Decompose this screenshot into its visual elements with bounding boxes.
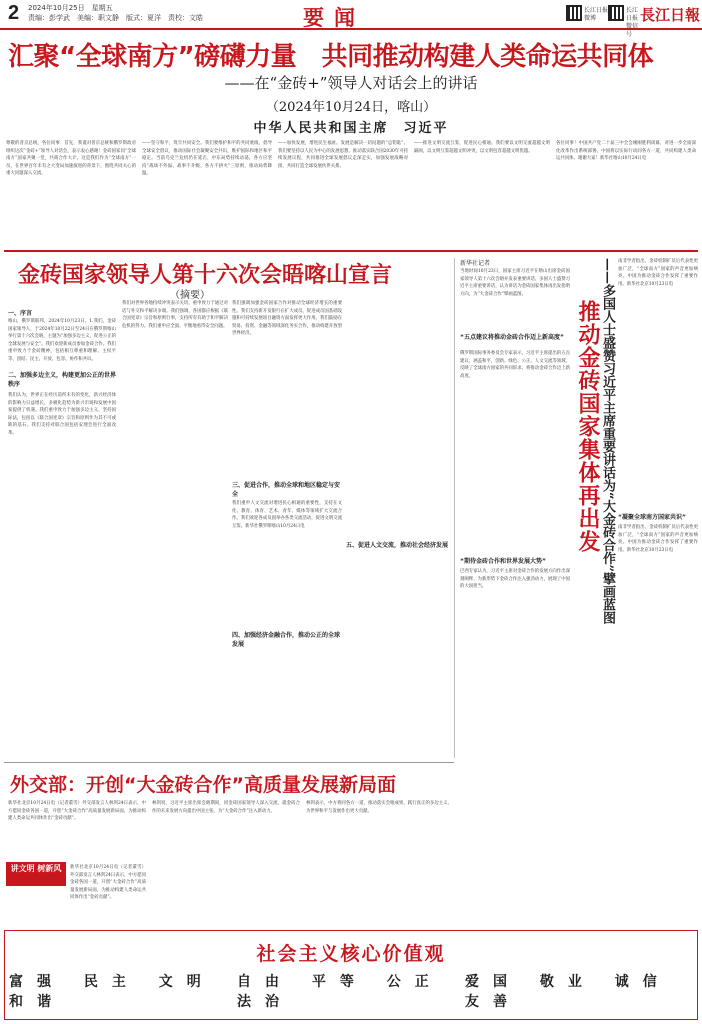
section-title: 要闻 [303, 5, 365, 30]
values-row [9, 971, 693, 1011]
civility-box: 讲文明 树新风 [6, 862, 66, 886]
divider [4, 250, 698, 252]
story3-vertical-subtitle: ——多国人士盛赞习近平主席重要讲话为“大金砖合作”擘画蓝图 [600, 258, 615, 624]
story3-column-5: 南非学者指出，金砖机制扩员后代表性更加广泛，“全球南方”国家的声音更加响亮。中国为推动金砖合作发挥了重要作用。新华社北京10月23日电 [618, 525, 698, 553]
banner-title: 社会主义核心价值观 [256, 943, 446, 965]
divider [4, 762, 454, 763]
values-group: 自由 平等 公正 法治 [237, 974, 443, 1010]
story2-column-5: 我们重申人文交流对增进民心相通的重要性，支持在文化、教育、体育、艺术、青年、媒体等领域扩大交流合作。我们欢迎各成员国举办各类交流活动，促进文明交流互鉴。新华社俄罗斯喀山10月24日电 [232, 501, 342, 529]
page-number: 2 [8, 2, 20, 24]
story4-column-1b: 新华社北京10月24日电（记者董雪）外交部发言人林剑24日表示，中方愿同金砖各国一道，开创“大金砖合作”高质量发展新局面，为推动构建人类命运共同体作出“金砖贡献”。 [70, 865, 146, 901]
story2-section-heading: 四、加强经济金融合作，推动公正的全球发展 [232, 632, 341, 648]
story3-heading: “期待金砖合作和世界发展大势” [460, 558, 546, 565]
lead-column-5: 各位同事！中国共产党二十届三中全会刚刚胜利闭幕，对进一步全面深化改革作出系统部署。中国将以实际行动同各方一道，共同构建人类命运共同体。谢谢大家！新华社喀山10月24日电 [556, 141, 696, 162]
story3-heading: “五点建议将推动金砖合作迈上新高度” [460, 334, 564, 341]
masthead [0, 0, 702, 38]
lead-subtitle: ——在“金砖+”领导人对话会上的讲话 [224, 74, 478, 92]
story4-headline: 外交部：开创“大金砖合作”高质量发展新局面 [10, 774, 396, 796]
qr-label-weibo: 长江日报微博 [584, 7, 609, 22]
lead-byline: 中华人民共和国主席 习近平 [253, 121, 449, 136]
core-values-banner [4, 930, 698, 1020]
story2-section-heading: 三、促进合作，推动全球和地区稳定与安全 [232, 482, 341, 498]
story2-section-heading: 五、促进人文交流，推动社会经济发展 [346, 542, 449, 549]
story2-abstract-label: （摘要） [170, 290, 210, 301]
lead-column-4: ——推进文明交流互鉴，促进民心相通。我们要以文明交流超越文明隔阂，以文明互鉴超越文明冲突，以文明包容超越文明优越。 [414, 141, 550, 154]
story3-column-2: 俄罗斯国际事务委员会专家表示，习近平主席提出的五点建议，涵盖和平、创新、绿色、公正、人文交流等领域，反映了全球南方国家的共同诉求，将推动金砖合作迈上新高度。 [460, 351, 570, 379]
story4-column-1: 新华社北京10月24日电（记者董雪）外交部发言人林剑24日表示，中方愿同金砖各国一道，开创“大金砖合作”高质量发展新局面，为推动构建人类命运共同体作出“金砖贡献”。 [8, 801, 146, 822]
story2-column-1: 喀山，俄罗斯联邦，2024年10月23日。1.我们，金砖国家领导人，于2024年10月22日至24日在俄罗斯喀山举行第十六次会晤，主题为“加强多边主义，促进公正的全球发展与安全”。我们欢迎新成员参加金砖合作。我们重申致力于金砖精神，包括相互尊重和理解、主权平等、团结、民主、开放、包容、协作和共识。 [8, 319, 116, 362]
story4-column-2: 林剑说，习近平主席出席会晤期间，同金砖国家领导人深入交流，就金砖合作的未来发展方向提出中国主张，为“大金砖合作”注入新动力。 [152, 801, 300, 814]
values-group: 富强 民主 文明 和谐 [9, 974, 215, 1010]
story2-section-heading: 一、序言 [8, 310, 33, 317]
story2-column-2: 我们认为，世界正在经历前所未有的变化，新兴经济体的影响力日益增长，多极化趋势为新兴市场和发展中国家提供了机遇。我们重申致力于加强多边主义，坚持国际法，包括以《联合国宪章》宗旨和原则作为其不可或缺的基石。我们支持对联合国包括安理会进行全面改革。 [8, 393, 116, 436]
qr-code-icon [566, 5, 582, 21]
newspaper-logo: 長江日報 [640, 6, 701, 24]
story3-column-4: 南非学者指出，金砖机制扩员后代表性更加广泛，“全球南方”国家的声音更加响亮。中国为推动金砖合作发挥了重要作用。新华社北京10月23日电 [618, 259, 698, 287]
story3-column-1: 当地时间10月23日，国家主席习近平在喀山出席金砖国家领导人第十六次会晤并发表重要讲话。多国人士盛赞习近平主席重要讲话，认为讲话为金砖国家集体再出发指明方向，为“大金砖合作”擘画蓝图。 [460, 269, 570, 297]
story2-headline: 金砖国家领导人第十六次会晤喀山宣言 [18, 263, 393, 288]
values-group: 爱国 敬业 诚信 友善 [465, 974, 671, 1010]
lead-headline: 汇聚“全球南方”磅礴力量 共同推动构建人类命运共同体 [8, 42, 654, 72]
qr-code-icon [608, 5, 624, 21]
story2-column-3: 我们对世界各地持续冲突表示关切，重申致力于通过对话与外交和平解决争端。我们强调，各国都应根据《联合国宪章》宗旨和原则行事，支持所有有助于和平解决危机的努力。我们重申应全面、平衡地看待安全问题。 [122, 301, 228, 329]
lead-column-3: ——加快发展，增进民生福祉。发展是解决一切问题的“总钥匙”。我们要坚持以人民为中心的发展思想，推动落实联合国2030年可持续发展议程，共同推进全球发展倡议走深走实，加强发展战略对接，共同打造全球发展伙伴关系。 [278, 141, 408, 169]
column-divider [454, 258, 455, 758]
lead-column-1: 尊敬的普京总统，各位同事：首先，我谨对普京总统和俄罗斯政府组织这次“金砖+”领导人对话会，表示衷心感谢！金砖国家同“全球南方”国家共聚一堂，共商合作大计。这是我们作为“全球南方”一员，在世界百年未有之大变局加速演进的背景下，围绕共同关心的重大问题深入交流。 [6, 141, 136, 177]
lead-dateline: （2024年10月24日，喀山） [265, 100, 437, 115]
story2-column-4: 我们强调加强金砖国家合作对推动全球经济增长的重要性。我们支持新开发银行在扩大成员、促进成员国基础设施和可持续发展项目融资方面发挥更大作用。我们鼓励在贸易、投资、金融等领域深化务实合作，推动构建开放型世界经济。 [232, 301, 342, 337]
date-line: 2024年10月25日 星期五 [28, 4, 113, 12]
qr-label-wechat: 长江日报微信号 [626, 7, 639, 38]
story2-section-heading: 二、加强多边主义，构建更加公正的世界秩序 [8, 372, 117, 388]
story4-column-3: 林剑表示，中方将同各方一道，推动落实会晤成果，践行真正的多边主义，为世界和平与发展作出更大贡献。 [306, 801, 452, 814]
editors-line: 责编：彭学武 美编：职文静 版式：夏洋 责校：文皓 [28, 14, 203, 22]
story3-vertical-title: 推动金砖国家集体再出发 [575, 300, 600, 553]
story3-column-3: 巴西专家认为，习近平主席对金砖合作的发展方向作出深刻阐释，为新形势下金砖合作注入强劲动力，展现了中国的大国担当。 [460, 569, 570, 590]
story3-kicker: 新华社记者 [460, 260, 491, 267]
lead-column-2: ——坚守和平，筑牢共同安全。我们要维护和平的共同底线，倡导全球安全倡议，推动国际社会凝聚安全共识，维护国际和地区和平稳定。当前乌克兰危机仍在延宕，中东局势持续动荡，各方应坚持“战场不外溢、战事不升级、各方不拱火”三原则，推动局势降温。 [142, 141, 272, 177]
masthead-meta [28, 3, 203, 23]
story3-heading: “凝聚全球南方国家共识” [618, 514, 686, 521]
